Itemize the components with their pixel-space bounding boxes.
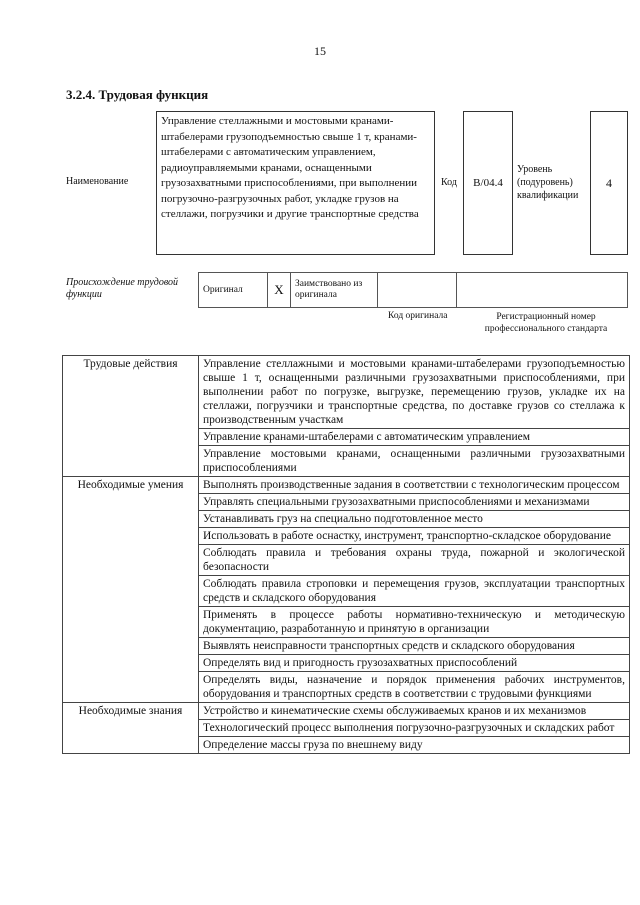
code-label: Код bbox=[441, 177, 457, 188]
reg-number-cell bbox=[457, 273, 628, 308]
table-row bbox=[63, 356, 630, 429]
original-code-cell bbox=[378, 273, 457, 308]
original-code-caption: Код оригинала bbox=[388, 311, 448, 321]
section-item: Управлять специальными грузозахватными приспособлениями и механизмами bbox=[199, 494, 630, 511]
section-item: Использовать в работе оснастку, инструмент, транспортно-складское оборудование bbox=[199, 528, 630, 545]
level-value-box: 4 bbox=[590, 111, 628, 255]
original-mark: X bbox=[268, 273, 291, 308]
borrowed-cell: Заимствовано из оригинала bbox=[291, 273, 378, 308]
section-item: Применять в процессе работы нормативно-техническую и методическую документацию, разработанную и принятую в организации bbox=[199, 607, 630, 638]
function-code-box: B/04.4 bbox=[463, 111, 513, 255]
section-item: Определять виды, назначение и порядок применения рабочих инструментов, оборудования и транспортных средств в соответствии с трудовыми функциями bbox=[199, 672, 630, 703]
function-name-box: Управление стеллажными и мостовыми кранами-штабелерами грузоподъемностью свыше 1 т, кранами-штабелерами с автоматическим управлением, радиоуправляемыми кранами, оснащенными грузозахватными приспособлениями, при выполнении погрузочно-разгрузочных работ, укладке грузов на стеллажи, погрузчики и другие транспортные средства bbox=[156, 111, 435, 255]
section-item: Устанавливать груз на специально подготовленное место bbox=[199, 511, 630, 528]
function-details-table bbox=[62, 355, 630, 754]
section-item: Определение массы груза по внешнему виду bbox=[199, 737, 630, 754]
section-item: Управление мостовыми кранами, оснащенными различными грузозахватными приспособлениями bbox=[199, 446, 630, 477]
page-number: 15 bbox=[314, 44, 326, 58]
section-item: Соблюдать правила и требования охраны труда, пожарной и экологической безопасности bbox=[199, 545, 630, 576]
section-item: Соблюдать правила строповки и перемещения грузов, эксплуатации транспортных средств и складского оборудования bbox=[199, 576, 630, 607]
section-item: Управление кранами-штабелерами с автоматическим управлением bbox=[199, 429, 630, 446]
table-row bbox=[63, 703, 630, 720]
section-item: Выявлять неисправности транспортных средств и складского оборудования bbox=[199, 638, 630, 655]
section-title: 3.2.4. Трудовая функция bbox=[66, 87, 209, 102]
original-cell: Оригинал bbox=[199, 273, 268, 308]
section-item: Выполнять производственные задания в соответствии с технологическим процессом bbox=[199, 477, 630, 494]
level-label: Уровень (подуровень) квалификации bbox=[517, 164, 579, 201]
origin-label: Происхождение трудовой функции bbox=[66, 277, 179, 300]
section-category: Необходимые умения bbox=[63, 477, 199, 703]
reg-number-caption: Регистрационный номер профессионального стандарта bbox=[484, 312, 608, 334]
table-row bbox=[63, 477, 630, 494]
section-item: Определять вид и пригодность грузозахватных приспособлений bbox=[199, 655, 630, 672]
section-category: Трудовые действия bbox=[63, 356, 199, 477]
name-label: Наименование bbox=[66, 176, 129, 187]
origin-table bbox=[198, 272, 628, 308]
section-category: Необходимые знания bbox=[63, 703, 199, 754]
section-item: Управление стеллажными и мостовыми кранами-штабелерами грузоподъемностью свыше 1 т, оснащенными различными грузозахватными приспособлениями, при выполнении работ по погрузке, выгрузке, перемещению грузов, укладке их на стеллажи, погрузчики и транспортные средства, по доставке грузов со стеллажа к производственным участкам bbox=[199, 356, 630, 429]
section-item: Устройство и кинематические схемы обслуживаемых кранов и их механизмов bbox=[199, 703, 630, 720]
section-item: Технологический процесс выполнения погрузочно-разгрузочных и складских работ bbox=[199, 720, 630, 737]
